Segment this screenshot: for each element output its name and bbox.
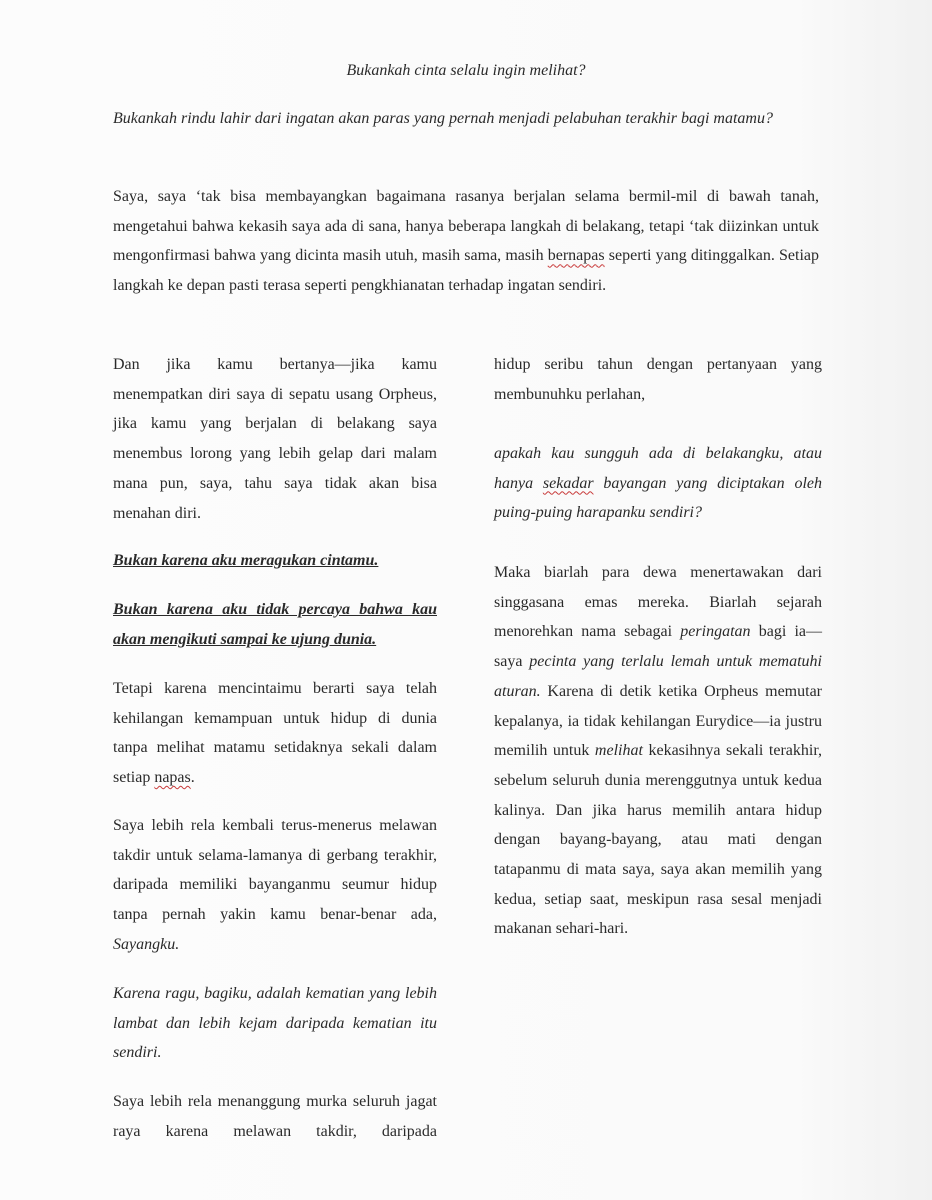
right-p3-text-4: kekasihnya sekali terakhir, sebelum seluruh dunia merenggutnya untuk kedua kalinya. Dan jika harus memilih antara hidup dengan bayang-bayang, atau mati dengan tatapanmu di mata saya, saya akan memilih yang kedua, setiap saat, meskipun rasa sesal menjadi makanan sehari-hari.: [494, 742, 822, 938]
right-p3-text-1: Maka biarlah para dewa menertawakan dari singgasana emas mereka. Biarlah sejarah menorehkan nama sebagai: [494, 564, 822, 641]
spellcheck-word: bernapas: [547, 247, 605, 265]
right-paragraph-thousand-years: hidup seribu tahun dengan pertanyaan yang membunuhku perlahan,: [494, 356, 822, 403]
spellcheck-word: napas: [154, 769, 191, 787]
left-p3-text: Saya lebih rela kembali terus-menerus melawan takdir untuk selama-lamanya di gerbang terakhir, daripada memiliki bayanganmu seumur hidup tanpa pernah yakin kamu benar-benar ada,: [113, 817, 437, 924]
right-p3-italic-3: melihat: [594, 742, 643, 760]
left-paragraph-orpheus: Dan jika kamu bertanya—jika kamu menempatkan diri saya di sepatu usang Orpheus, jika kamu yang berjalan di belakang saya menembus lorong yang lebih gelap dari malam mana pun, saya, tahu saya tidak akan bisa menahan diri.: [113, 356, 437, 522]
document-title: Bukankah cinta selalu ingin melihat?: [346, 62, 586, 79]
right-italic-question: [494, 439, 822, 528]
opening-text-a: Saya, saya ‘tak bisa membayangkan bagaimana rasanya berjalan selama bermil-mil di bawah tanah, mengetahui bahwa kekasih saya ada di sana, hanya beberapa langkah di belakang, tetapi ‘tak diizinkan untuk mengonfirmasi bahwa yang dicinta masih utuh, masih sama, masih: [113, 188, 819, 265]
left-bold-line-2: Bukan karena aku tidak percaya bahwa kau akan mengikuti sampai ke ujung dunia.: [113, 601, 437, 648]
left-paragraph-doubt: Karena ragu, bagiku, adalah kematian yang lebih lambat dan lebih kejam daripada kematian itu sendiri.: [113, 985, 437, 1062]
right-p3-italic-2: pecinta yang terlalu lemah untuk mematuhi aturan.: [494, 653, 823, 700]
opening-paragraph: [113, 182, 819, 301]
right-q-text-b: bayangan yang diciptakan oleh puing-puing harapanku sendiri?: [494, 474, 822, 522]
spellcheck-word: sekadar: [542, 474, 594, 492]
left-paragraph-wrath: Saya lebih rela menanggung murka seluruh jagat raya karena melawan takdir, daripada: [113, 1093, 437, 1140]
left-paragraph-loving: [113, 674, 437, 793]
right-q-text-a: apakah kau sungguh ada di belakangku, atau hanya: [494, 445, 822, 492]
left-p2-text-a: Tetapi karena mencintaimu berarti saya telah kehilangan kemampuan untuk hidup di dunia tanpa melihat matamu setidaknya sekali dalam setiap: [113, 680, 437, 787]
left-bold-line-1: Bukan karena aku meragukan cintamu.: [113, 552, 379, 569]
left-p3-italic: Sayangku.: [113, 935, 180, 953]
opening-text-b: seperti yang ditinggalkan. Setiap langkah ke depan pasti terasa seperti pengkhianatan terhadap ingatan sendiri.: [113, 247, 819, 295]
right-p3-italic-1: peringatan: [680, 623, 751, 641]
right-p3-text-2: bagi ia—saya: [494, 623, 823, 671]
left-paragraph-fate: [113, 811, 437, 960]
intro-question: Bukankah rindu lahir dari ingatan akan paras yang pernah menjadi pelabuhan terakhir bagi matamu?: [113, 110, 773, 127]
right-paragraph-gods: [494, 558, 822, 944]
left-p2-text-b: .: [190, 769, 195, 787]
right-p3-text-3: Karena di detik ketika Orpheus memutar kepalanya, ia tidak kehilangan Eurydice—ia justru memilih untuk: [494, 682, 822, 760]
